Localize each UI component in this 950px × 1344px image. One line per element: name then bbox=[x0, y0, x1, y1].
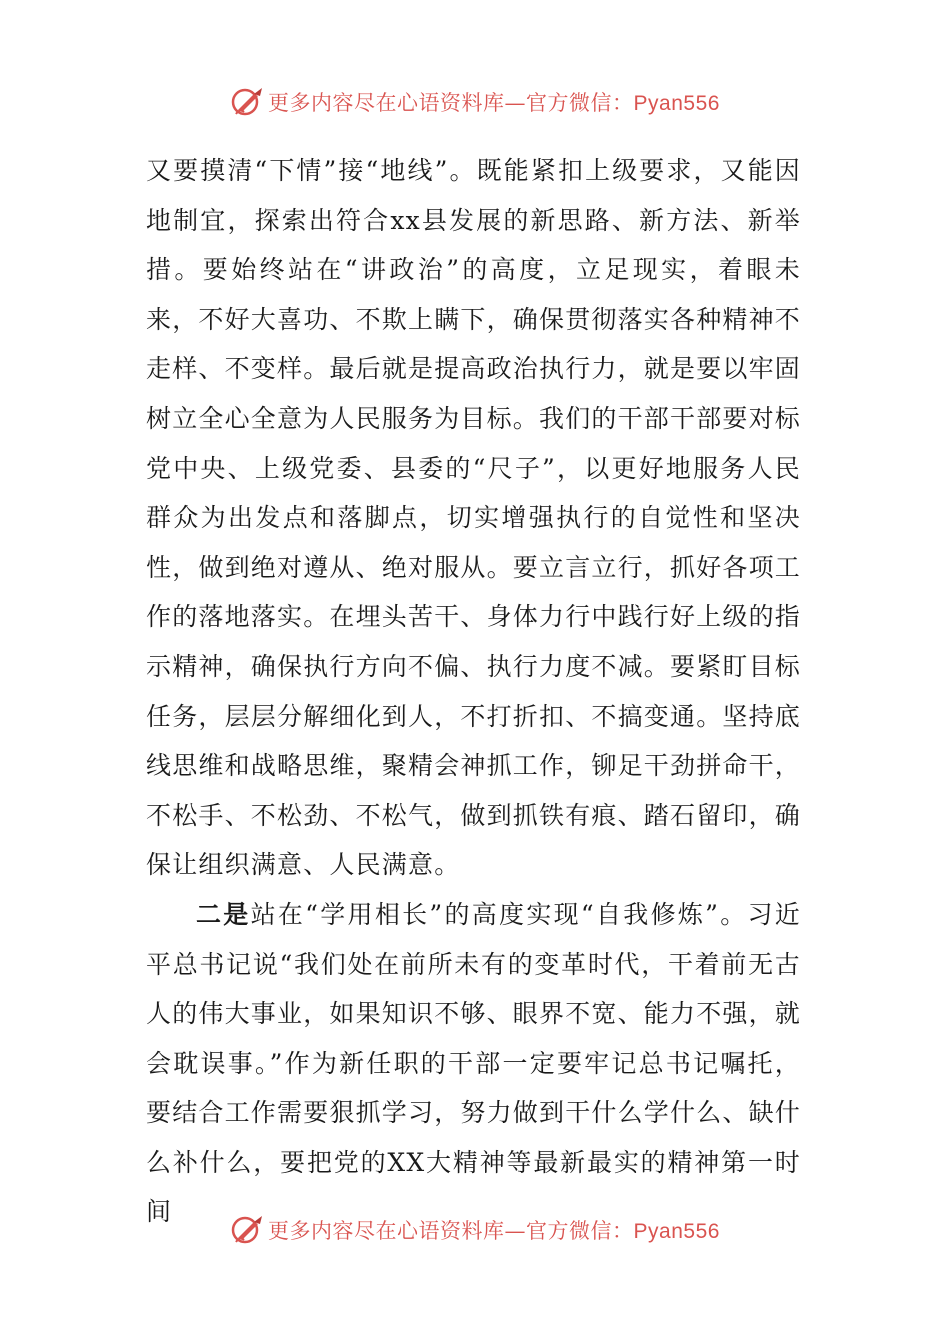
body-paragraph: 又要摸清“下情”接“地线”。既能紧扣上级要求，又能因地制宜，探索出符合xx县发展的新思路、新方法、新举措。要始终站在“讲政治”的高度，立足现实，着眼未来，不好大喜功、不欺上瞒下，确保贯彻落实各种精神不走样、不变样。最后就是提高政治执行力，就是要以牢固树立全心全意为人民服务为目标。我们的干部干部要对标党中央、上级党委、县委的“尺子”，以更好地服务人民群众为出发点和落脚点，切实增强执行的自觉性和坚决性，做到绝对遵从、绝对服从。要立言立行，抓好各项工作的落地落实。在埋头苦干、身体力行中践行好上级的指示精神，确保执行方向不偏、执行力度不减。要紧盯目标任务，层层分解细化到人，不打折扣、不搞变通。坚持底线思维和战略思维，聚精会神抓工作，铆足干劲拼命干，不松手、不松劲、不松气，做到抓铁有痕、踏石留印，确保让组织满意、人民满意。 bbox=[146, 156, 802, 880]
footer-watermark-banner bbox=[0, 1208, 950, 1252]
document-body bbox=[146, 146, 801, 1237]
body-paragraph-second bbox=[146, 890, 801, 1237]
pen-logo-icon bbox=[230, 1212, 266, 1248]
paragraph-text: 站在“学用相长”的高度实现“自我修炼”。习近平总书记说“我们处在前所未有的变革时代，干着前无古人的伟大事业，如果知识不够、眼界不宽、能力不强，就会耽误事。”作为新任职的干部一定要牢记总书记嘱托，要结合工作需要狠抓学习，努力做到干什么学什么、缺什么补什么，要把党的XX大精神等最新最实的精神第一时间 bbox=[146, 899, 802, 1227]
pen-logo-icon bbox=[230, 84, 266, 120]
wechat-id: Pyan556 bbox=[633, 92, 720, 115]
paragraph-lead: 二是 bbox=[196, 899, 251, 929]
header-watermark-banner bbox=[0, 80, 950, 124]
watermark-slogan: 更多内容尽在心语资料库—官方微信： bbox=[268, 91, 634, 115]
watermark-slogan: 更多内容尽在心语资料库—官方微信： bbox=[268, 1219, 634, 1243]
wechat-id: Pyan556 bbox=[633, 1220, 720, 1243]
watermark-text bbox=[268, 87, 720, 117]
watermark-text bbox=[268, 1215, 720, 1245]
